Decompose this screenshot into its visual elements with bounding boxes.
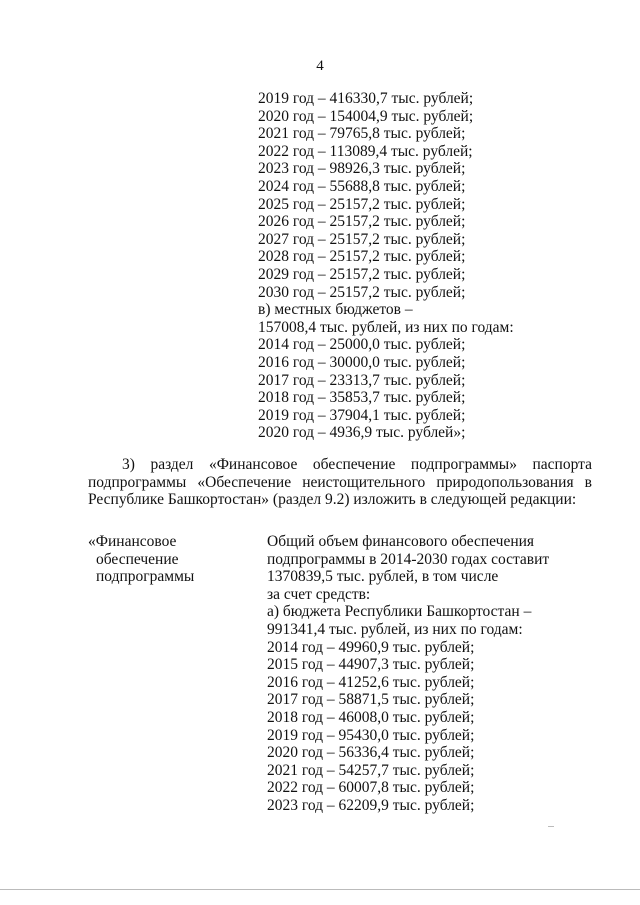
list-item: 2020 год – 56336,4 тыс. рублей; — [267, 744, 475, 762]
list-item: 2024 год – 55688,8 тыс. рублей; — [258, 177, 466, 195]
section-label — [88, 533, 194, 586]
list-item: 2025 год – 25157,2 тыс. рублей; — [258, 195, 466, 213]
financing-line: Общий объем финансового обеспечения — [267, 533, 535, 550]
list-item: 2017 год – 23313,7 тыс. рублей; — [258, 371, 466, 389]
financing-description — [267, 533, 549, 815]
financing-line: 1370839,5 тыс. рублей, в том числе — [267, 568, 499, 586]
list-item: 2018 год – 46008,0 тыс. рублей; — [267, 708, 475, 726]
list-item: 2015 год – 44907,3 тыс. рублей; — [267, 656, 475, 674]
list-item: 2020 год – 154004,9 тыс. рублей; — [258, 107, 474, 125]
section-label-line: «Финансовое — [88, 533, 177, 550]
list-item: 2022 год – 60007,8 тыс. рублей; — [267, 779, 475, 797]
list-item: 2020 год – 4936,9 тыс. рублей»; — [258, 424, 466, 442]
scan-edge-line — [0, 889, 640, 890]
list-item: 2017 год – 58871,5 тыс. рублей; — [267, 691, 475, 709]
amendment-paragraph — [88, 456, 592, 509]
list-item: 2023 год – 98926,3 тыс. рублей; — [258, 160, 466, 178]
list-item: 2023 год – 62209,9 тыс. рублей; — [267, 796, 475, 814]
page-number: 4 — [316, 58, 324, 74]
list-item: 2029 год – 25157,2 тыс. рублей; — [258, 265, 466, 283]
budget-years-list-top — [258, 90, 514, 442]
paragraph-line — [88, 456, 592, 474]
list-item: 2016 год – 41252,6 тыс. рублей; — [267, 673, 475, 691]
financing-line: подпрограммы в 2014-2030 годах составит — [267, 550, 550, 568]
list-item: 2019 год – 416330,7 тыс. рублей; — [258, 90, 474, 107]
list-item: 2019 год – 95430,0 тыс. рублей; — [267, 726, 475, 744]
local-budgets-total: 157008,4 тыс. рублей, из них по годам: — [258, 318, 514, 336]
list-item: 2019 год – 37904,1 тыс. рублей; — [258, 406, 466, 424]
paragraph-line: Республике Башкортостан» (раздел 9.2) изложить в следующей редакции: — [88, 491, 577, 509]
list-item: 2014 год – 25000,0 тыс. рублей; — [258, 336, 466, 354]
list-item: 2018 год – 35853,7 тыс. рублей; — [258, 389, 466, 407]
list-item: 2016 год – 30000,0 тыс. рублей; — [258, 353, 466, 371]
list-item: 2027 год – 25157,2 тыс. рублей; — [258, 230, 466, 248]
list-item: 2021 год – 54257,7 тыс. рублей; — [267, 761, 475, 779]
list-item: 2014 год – 49960,9 тыс. рублей; — [267, 638, 475, 656]
local-budgets-heading: в) местных бюджетов – — [258, 301, 413, 319]
list-item: 2026 год – 25157,2 тыс. рублей; — [258, 213, 466, 231]
list-item: 2028 год – 25157,2 тыс. рублей; — [258, 248, 466, 266]
paragraph-line: подпрограммы «Обеспечение неистощительного природопользования в — [88, 473, 592, 491]
financing-line: 991341,4 тыс. рублей, из них по годам: — [267, 620, 523, 638]
section-label-line: обеспечение — [96, 550, 179, 568]
scan-speck — [548, 826, 554, 827]
paragraph-text: 3) раздел «Финансовое обеспечение подпрограммы» паспорта — [122, 456, 592, 473]
financing-line: а) бюджета Республики Башкортостан – — [267, 603, 532, 621]
list-item: 2021 год – 79765,8 тыс. рублей; — [258, 125, 466, 143]
financing-line: за счет средств: — [267, 585, 371, 603]
list-item: 2022 год – 113089,4 тыс. рублей; — [258, 142, 473, 160]
list-item: 2030 год – 25157,2 тыс. рублей; — [258, 283, 466, 301]
section-label-line: подпрограммы — [96, 568, 195, 586]
